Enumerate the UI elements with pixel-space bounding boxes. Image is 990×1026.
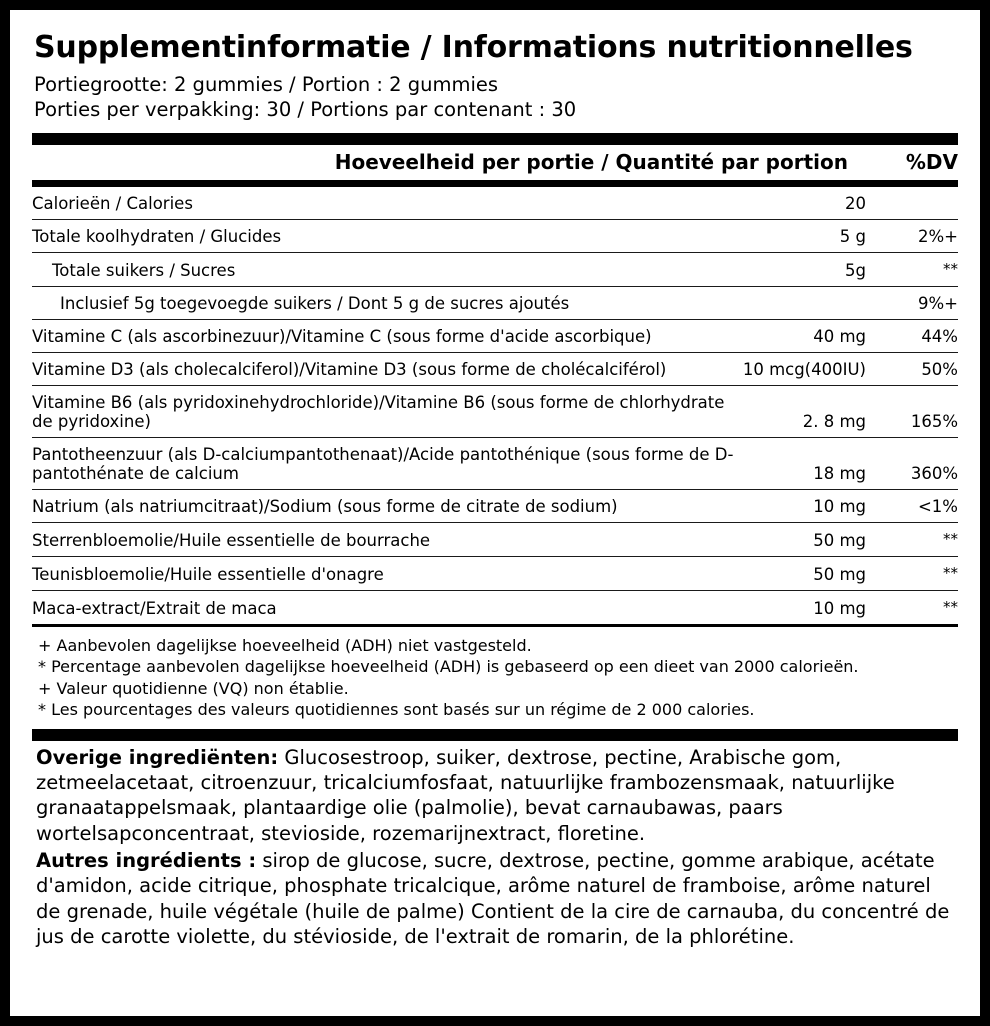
ingredients-nl-heading: Overige ingrediënten: — [36, 745, 279, 769]
nutrient-name: Teunisbloemolie/Huile essentielle d'onagre — [32, 556, 743, 590]
other-ingredients — [32, 741, 958, 950]
nutrient-amount: 40 mg — [743, 319, 866, 352]
nutrient-amount: 5g — [743, 252, 866, 286]
table-row — [32, 187, 958, 220]
nutrient-dv: 360% — [866, 437, 958, 489]
nutrient-amount: 18 mg — [743, 437, 866, 489]
nutrient-name: Sterrenbloemolie/Huile essentielle de bourrache — [32, 522, 743, 556]
nutrient-dv: 9%+ — [866, 286, 958, 319]
nutrient-dv: 165% — [866, 385, 958, 437]
nutrient-name: Vitamine B6 (als pyridoxinehydrochloride)/Vitamine B6 (sous forme de chlorhydrate de pyridoxine) — [32, 385, 743, 437]
nutrient-amount: 50 mg — [743, 522, 866, 556]
ingredients-fr-heading: Autres ingrédients : — [36, 849, 257, 873]
table-row — [32, 286, 958, 319]
divider-thick-top — [32, 133, 958, 145]
nutrient-table — [32, 187, 958, 624]
nutrient-name: Totale koolhydraten / Glucides — [32, 219, 743, 252]
serving-size-text: Portiegrootte: 2 gummies / Portion : 2 gummies — [34, 73, 499, 96]
table-row — [32, 522, 958, 556]
nutrient-name: Natrium (als natriumcitraat)/Sodium (sous forme de citrate de sodium) — [32, 489, 743, 522]
ingredients-nl-text: Glucosestroop, suiker, dextrose, pectine, Arabische gom, zetmeelacetaat, citroenzuur, tricalciumfosfaat, natuurlijke frambozensmaak, natuurlijke granaatappelsmaak, plantaardige olie (palmolie), bevat carnaubawas, paars wortelsapconcentraat, stevioside, rozemarijnextract, floretine. — [36, 745, 895, 845]
footnote-line: * Percentage aanbevolen dagelijkse hoeveelheid (ADH) is gebaseerd op een dieet van 2000 calorieën. — [38, 657, 859, 677]
nutrient-amount: 10 mg — [813, 598, 866, 618]
ingredients-fr-text: sirop de glucose, sucre, dextrose, pectine, gomme arabique, acétate d'amidon, acide citrique, phosphate tricalcique, arôme naturel de framboise, arôme naturel de grenade, huile végétale (huile de palme) Contient de la cire de carnauba, du concentré de jus de carotte violette, du stévioside, de l'extrait de romarin, de la phlorétine. — [36, 849, 950, 949]
nutrient-amount: 50 mg — [743, 556, 866, 590]
nutrient-dv: 50% — [866, 352, 958, 385]
footnote-line: + Aanbevolen dagelijkse hoeveelheid (ADH) niet vastgesteld. — [38, 635, 532, 655]
nutrient-name: Calorieën / Calories — [32, 187, 743, 220]
nutrient-name: Vitamine D3 (als cholecalciferol)/Vitamine D3 (sous forme de cholécalciférol) — [32, 352, 743, 385]
nutrient-dv: 2%+ — [866, 219, 958, 252]
table-row — [32, 319, 958, 352]
footnotes — [32, 627, 958, 729]
table-row — [32, 489, 958, 522]
nutrient-name: Pantotheenzuur (als D-calciumpantothenaat)/Acide pantothénique (sous forme de D-pantothénate de calcium — [32, 437, 743, 489]
footnote-line: + Valeur quotidienne (VQ) non établie. — [38, 678, 349, 698]
daily-value-label: %DV — [905, 149, 958, 174]
nutrient-dv: ** — [866, 556, 958, 590]
nutrient-dv: ** — [943, 597, 958, 616]
table-row — [32, 556, 958, 590]
amount-header-row — [32, 145, 958, 180]
table-row — [32, 252, 958, 286]
ingredients-nl — [36, 745, 954, 846]
nutrient-amount: 10 mcg(400IU) — [743, 352, 866, 385]
table-row — [32, 219, 958, 252]
nutrient-amount: 2. 8 mg — [743, 385, 866, 437]
nutrient-amount: 10 mg — [743, 489, 866, 522]
nutrient-dv: <1% — [866, 489, 958, 522]
divider-thick-bottom — [32, 729, 958, 741]
nutrient-name: Maca-extract/Extrait de maca — [32, 598, 277, 618]
divider-medium — [32, 180, 958, 187]
table-row — [32, 437, 958, 489]
nutrient-amount: 5 g — [743, 219, 866, 252]
nutrient-name: Inclusief 5g toegevoegde suikers / Dont 5 g de sucres ajoutés — [32, 286, 743, 319]
table-row — [32, 352, 958, 385]
nutrient-dv — [866, 187, 958, 220]
supplement-facts-panel — [10, 10, 980, 1016]
page-title: Supplementinformatie / Informations nutritionnelles — [34, 30, 913, 65]
table-row — [32, 385, 958, 437]
nutrient-dv: ** — [866, 252, 958, 286]
ingredients-fr — [36, 848, 954, 949]
nutrient-amount: 20 — [743, 187, 866, 220]
nutrient-dv: 44% — [866, 319, 958, 352]
nutrient-name: Vitamine C (als ascorbinezuur)/Vitamine C (sous forme d'acide ascorbique) — [32, 319, 743, 352]
nutrient-amount — [743, 286, 866, 319]
amount-per-serving-label: Hoeveelheid per portie / Quantité par portion — [334, 149, 848, 174]
servings-per-container-text: Porties per verpakking: 30 / Portions par contenant : 30 — [34, 97, 577, 121]
nutrient-dv: ** — [866, 522, 958, 556]
footnote-line: * Les pourcentages des valeurs quotidiennes sont basés sur un régime de 2 000 calories. — [38, 700, 755, 720]
table-row — [32, 590, 958, 624]
nutrient-name: Totale suikers / Sucres — [32, 252, 743, 286]
